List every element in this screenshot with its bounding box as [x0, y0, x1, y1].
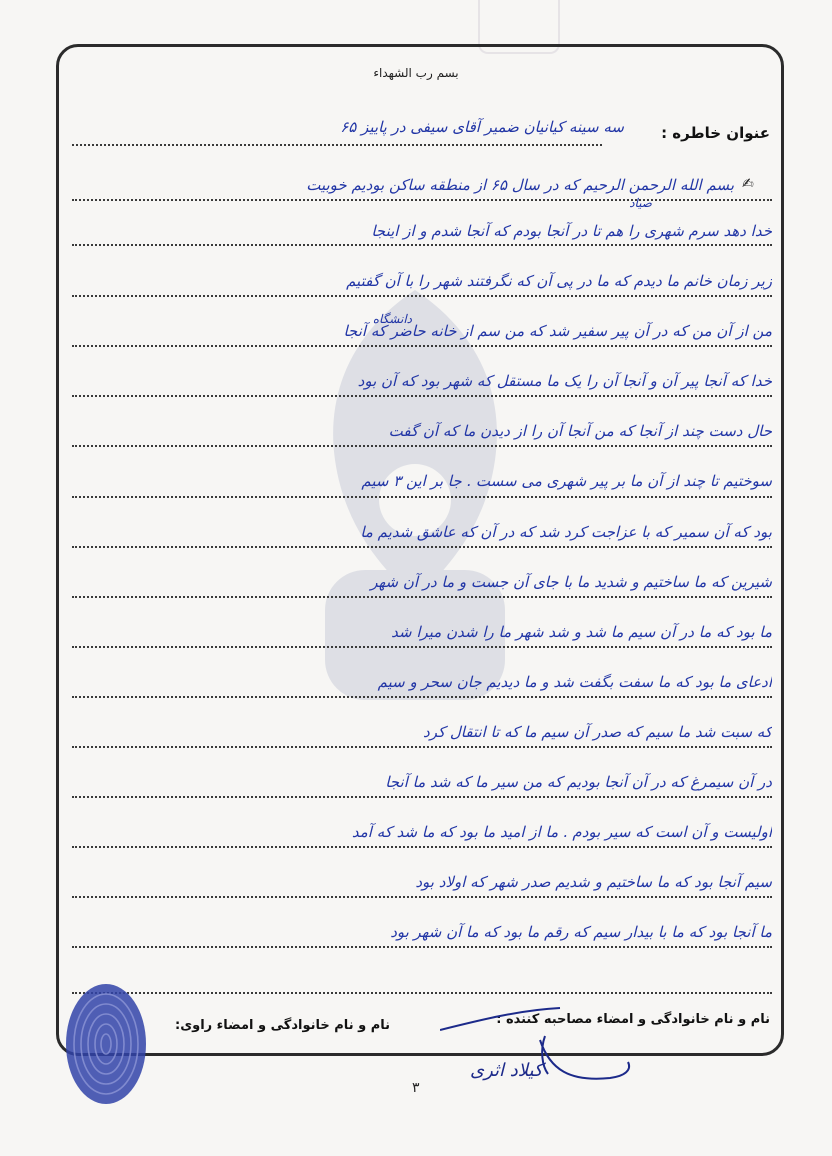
handwritten-line: زیر زمان خانم ما دیدم که ما در پی آن که نگرفتند شهر را با آن گفتیم: [346, 272, 772, 290]
rule-line: [72, 546, 772, 548]
handwritten-line: خدا که آنجا پیر آن و آنجا آن را یک ما مستقل که شهر بود که آن بود: [357, 372, 772, 390]
rule-line: [72, 445, 772, 447]
handwritten-line: شیرین که ما ساختیم و شدید ما با جای آن جست و ما در آن شهر: [370, 573, 772, 591]
rule-line: [72, 496, 772, 498]
rule-line: [72, 646, 772, 648]
handwritten-line: حال دست چند از آنجا که من آنجا آن را از دیدن ما که آن گفت: [388, 422, 772, 440]
handwritten-line: سیم آنجا بود که ما ساختیم و شدیم صدر شهر که اولاد بود: [415, 873, 772, 891]
fingerprint: [60, 978, 152, 1110]
rule-line: [72, 992, 772, 994]
handwritten-line: ما بود که ما در آن سیم ما شد و شد شهر ما را شدن میرا شد: [391, 623, 772, 641]
handwritten-line: من از آن من که در آن پیر سفیر شد که من سم از خانه حاضر که آنجا: [343, 322, 772, 340]
handwritten-line: اولیست و آن است که سیر بودم . ما از امید ما بود که ما شد که آمد: [351, 823, 772, 841]
rule-line: [72, 746, 772, 748]
pen-icon: ✍: [742, 176, 754, 192]
narrator-label: نام و نام خانوادگی و امضاء راوی:: [175, 1018, 390, 1033]
handwritten-line: که سبت شد ما سیم که صدر آن سیم ما که تا انتقال کرد: [423, 723, 772, 741]
rule-line: [72, 846, 772, 848]
handwritten-line: خدا دهد سرم شهری را هم تا در آنجا بودم که آنجا شدم و از اینجا: [371, 222, 772, 240]
rule-line: [72, 596, 772, 598]
handwritten-line: در آن سیمرغ که در آن آنجا بودیم که من سیر ما که شد ما آنجا: [385, 773, 772, 791]
rule-line: [72, 796, 772, 798]
interviewer-label: نام و نام خانوادگی و امضاء مصاحبه کننده :: [496, 1012, 770, 1027]
rule-line: [72, 696, 772, 698]
rule-line: [72, 345, 772, 347]
rule-line: [72, 946, 772, 948]
rule-line: [72, 896, 772, 898]
handwritten-line: ما آنجا بود که ما با بیدار سیم که رقم ما بود که ما آن شهر بود: [390, 923, 772, 941]
memory-title-label: عنوان خاطره :: [661, 124, 770, 142]
margin-note: دانشگاه: [372, 312, 412, 326]
signature-scribble: [440, 990, 640, 1100]
title-rule: [72, 144, 602, 146]
rule-line: [72, 295, 772, 297]
handwritten-line: بود که آن سمیر که با عزاجت کرد شد که در آن که عاشق شدیم ما: [360, 523, 772, 541]
page-number: ۳: [412, 1080, 420, 1096]
rule-line: [72, 244, 772, 246]
page-header: بسم رب الشهداء: [373, 66, 459, 80]
signature-name: کیلاد اثری: [470, 1060, 543, 1081]
handwritten-line: سوختیم تا چند از آن ما بر پیر شهری می سست . جا بر این ۳ سیم: [361, 472, 772, 490]
handwritten-line: ادعای ما بود که ما سفت بگفت شد و ما دیدیم جان سحر و سیم: [377, 673, 772, 691]
memory-title-handwriting: سه سینه کیانیان ضمیر آقای سیفی در پاییز ۶۵: [340, 118, 624, 136]
rule-line: [72, 199, 772, 201]
handwritten-line: بسم الله الرحمن الرحیم که در سال ۶۵ از منطقه ساکن بودیم خوبیت: [306, 176, 734, 194]
margin-note: صیاد: [629, 196, 652, 210]
rule-line: [72, 395, 772, 397]
